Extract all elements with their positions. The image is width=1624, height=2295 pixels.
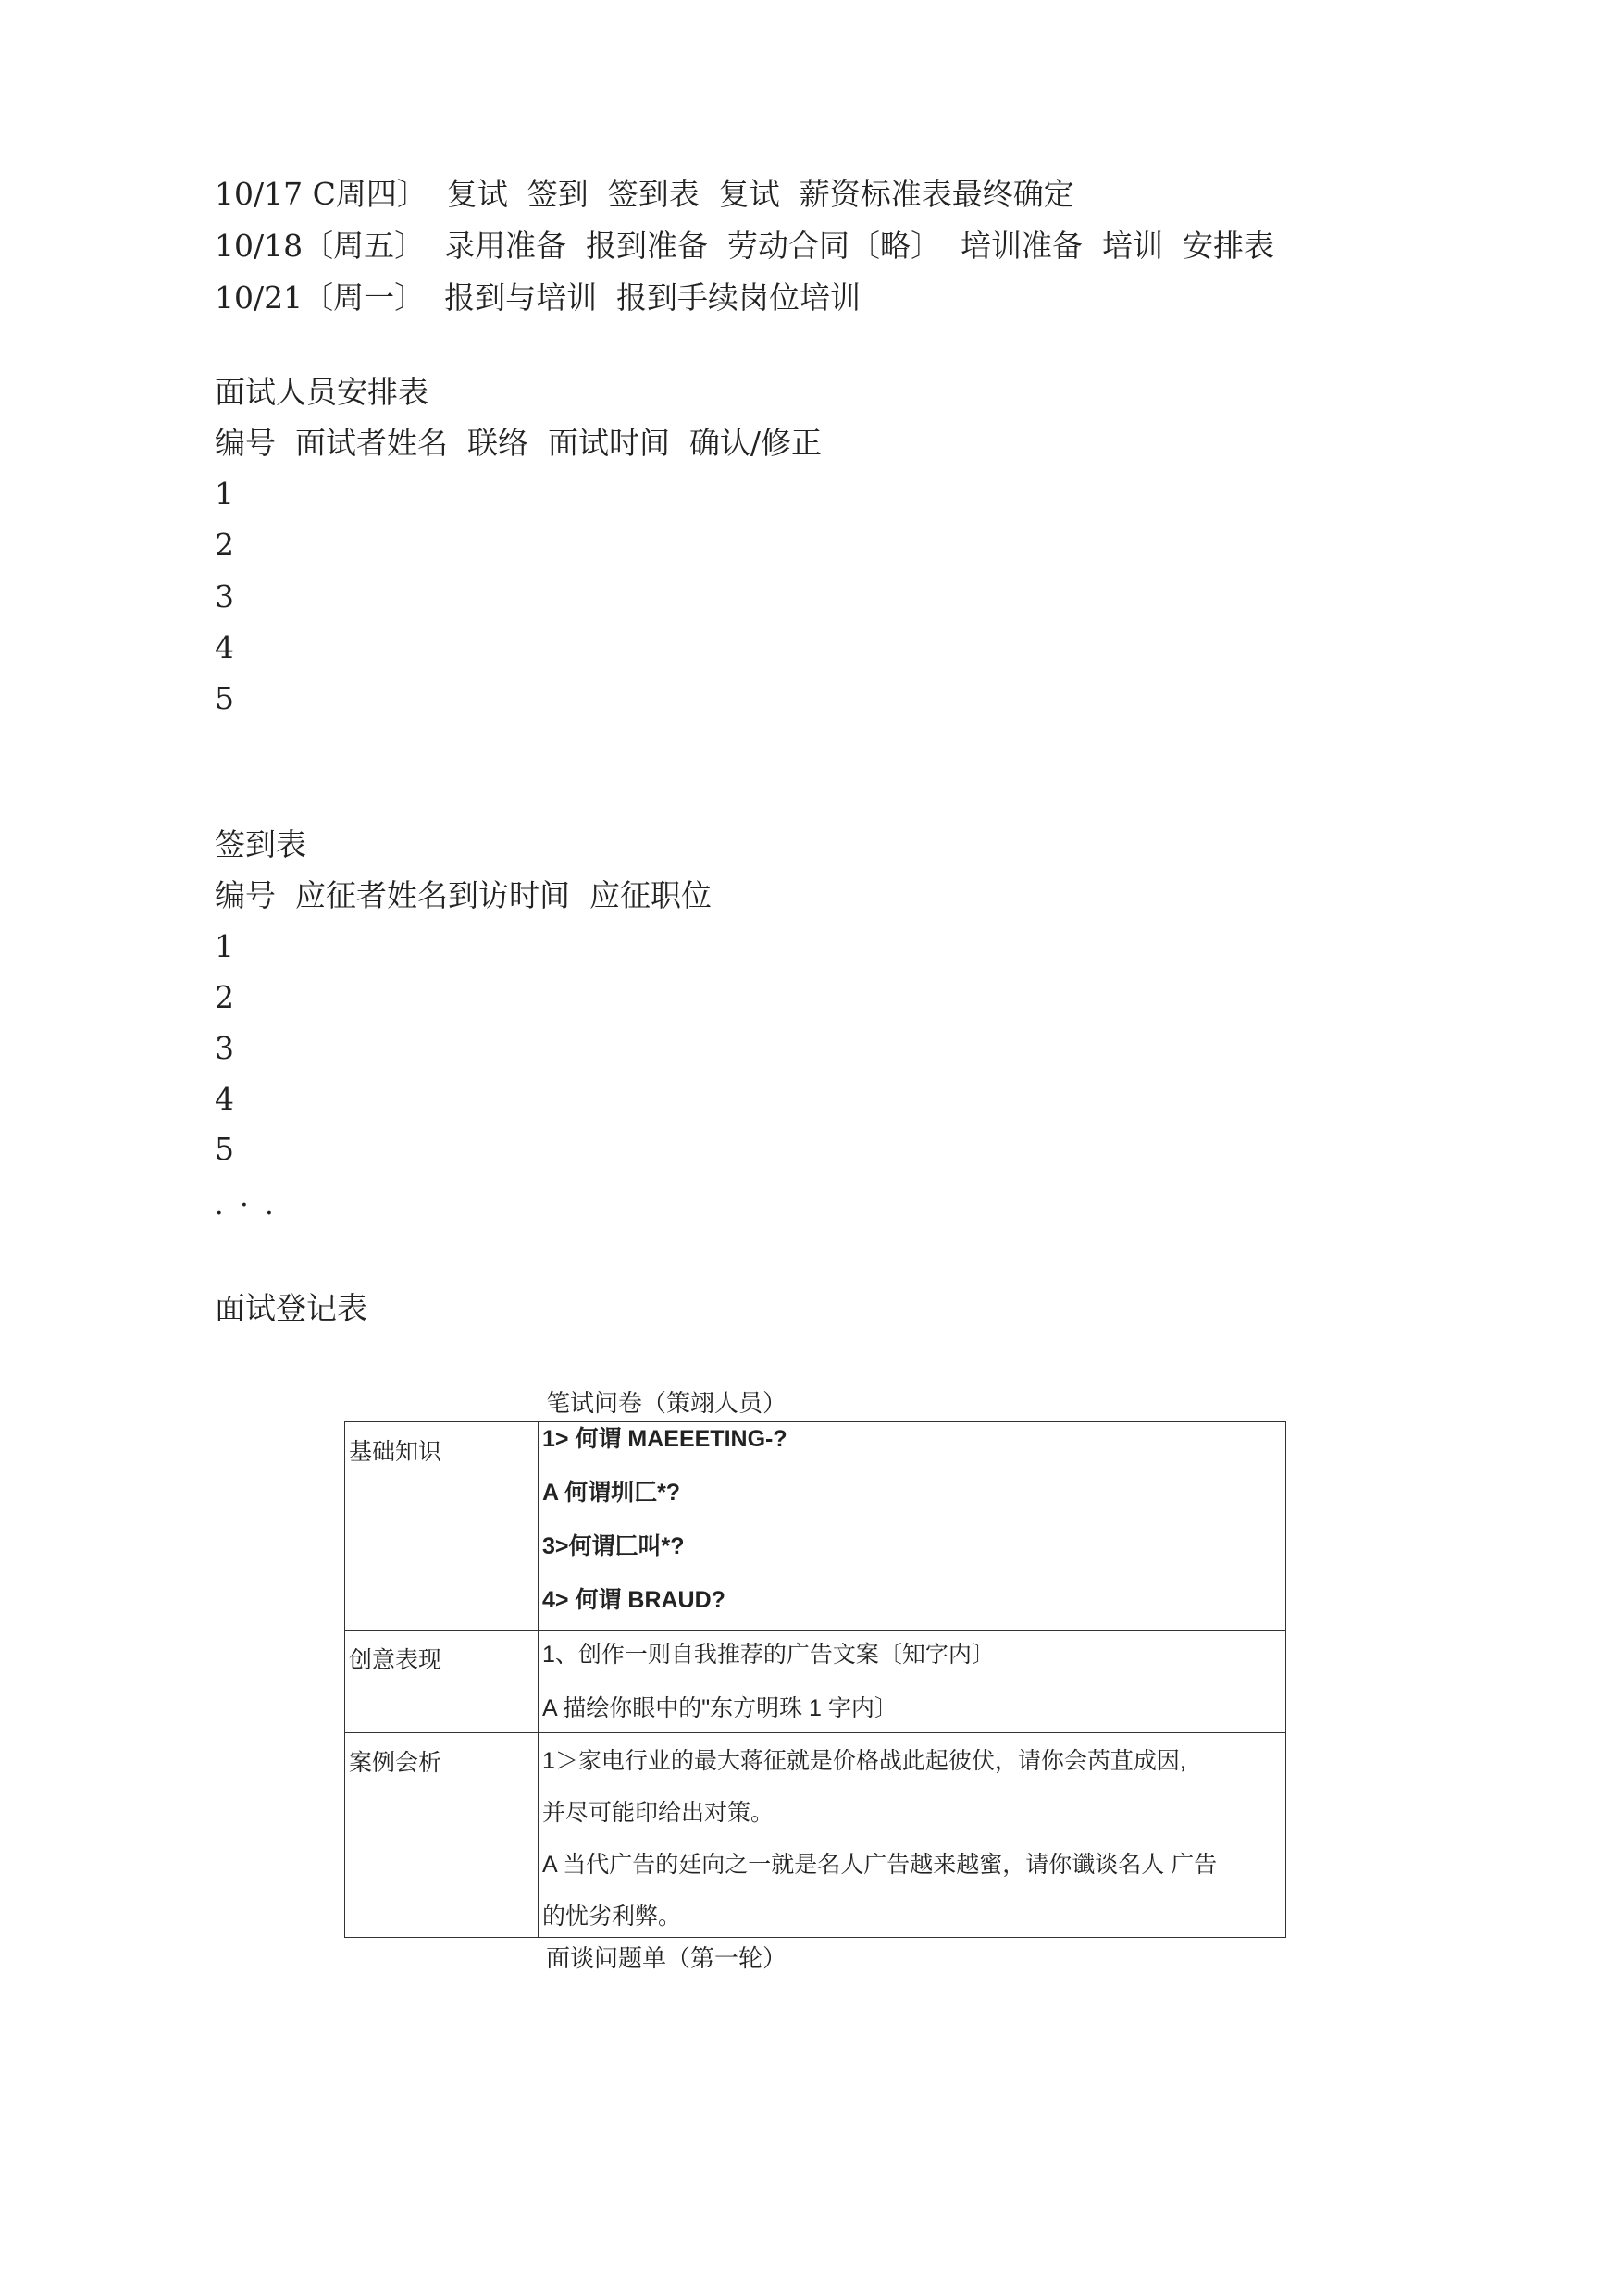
arrangement-row-number: 5 [215, 680, 234, 716]
exam-section-basics [345, 1422, 1286, 1631]
arrangement-title: 面试人员安排表 [215, 374, 428, 410]
section-category: 创意表现 [345, 1631, 539, 1733]
signin-row-number: 4 [215, 1081, 234, 1117]
exam-table [344, 1421, 1286, 1938]
registration-title: 面试登记表 [215, 1290, 367, 1326]
signin-row-number: 2 [215, 979, 234, 1015]
section-items [539, 1422, 1286, 1631]
signin-row-number: 3 [215, 1030, 234, 1066]
arrangement-row-number: 1 [215, 476, 234, 512]
schedule-line-1: 10/17 C周四〕 复试 签到 签到表 复试 薪资标准表最终确定 [215, 176, 1074, 212]
signin-ellipsis: . · . [215, 1189, 278, 1222]
schedule-line-3: 10/21〔周一〕 报到与培训 报到手续岗位培训 [215, 279, 862, 316]
section-category: 案例会析 [345, 1733, 539, 1938]
question-item: A 当代广告的廷向之一就是名人广告越来越蜜，请你谶谈名人 广告 [542, 1852, 1218, 1878]
exam-section-case [345, 1733, 1286, 1938]
question-item: 1＞家电行业的最大蒋征就是价格战此起彼伏，请你会芮苴成因, [542, 1748, 1186, 1774]
signin-title: 签到表 [215, 826, 306, 862]
question-item: 1> 何谓 MAEEETING-? [542, 1426, 787, 1452]
section-category: 基础知识 [345, 1422, 539, 1631]
question-item: A 何谓圳匚*? [542, 1480, 681, 1506]
signin-row-number: 5 [215, 1131, 234, 1167]
question-item: 并尽可能印给出对策。 [542, 1800, 775, 1826]
exam-caption: 笔试问卷（策翊人员） [546, 1389, 787, 1417]
question-item: 4> 何谓 BRAUD? [542, 1587, 725, 1613]
question-item: 3>何谓匚叫*? [542, 1533, 685, 1559]
interview-caption: 面谈问题单（第一轮） [546, 1944, 787, 1972]
signin-header: 编号 应征者姓名到访时间 应征职位 [215, 877, 712, 913]
exam-section-creative [345, 1631, 1286, 1733]
section-items [539, 1733, 1286, 1938]
arrangement-header: 编号 面试者姓名 联络 面试时间 确认/修正 [215, 425, 823, 461]
question-item: 1、创作一则自我推荐的广告文案〔知字内〕 [542, 1642, 995, 1668]
question-item: 的忧劣利弊。 [542, 1904, 682, 1929]
arrangement-row-number: 2 [215, 527, 234, 563]
section-items [539, 1631, 1286, 1733]
question-item: A 描绘你眼中的"东方明珠 1 字内〕 [542, 1695, 898, 1721]
arrangement-row-number: 4 [215, 629, 234, 665]
signin-row-number: 1 [215, 928, 234, 964]
arrangement-row-number: 3 [215, 578, 234, 614]
schedule-line-2: 10/18〔周五〕 录用准备 报到准备 劳动合同〔略〕 培训准备 培训 安排表 [215, 228, 1274, 264]
